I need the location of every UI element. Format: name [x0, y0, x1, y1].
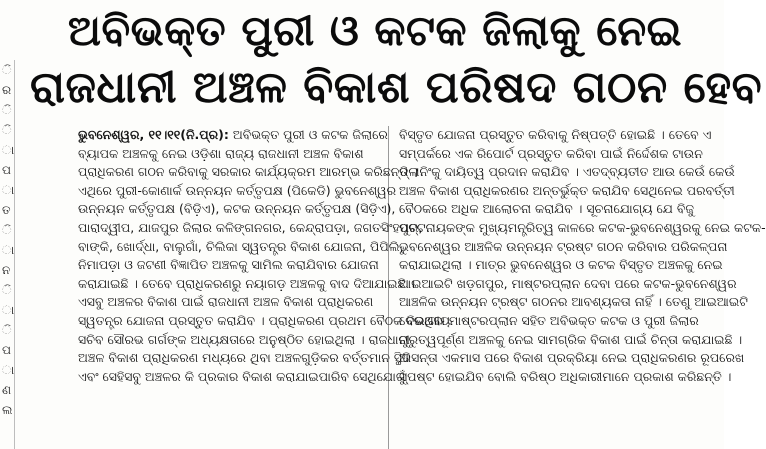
edge-fragment-line: ି — [2, 223, 12, 237]
article-line: ଗୁରୁତ୍ୱପୂର୍ଣ୍ଣ ଅଞ୍ଚଳକୁ ନେଇ ସାମଗ୍ରିକ ବିକାଶ ପାଇଁ ଚିନ୍ତା କରାଯାଇଛି । — [399, 331, 743, 347]
article-line: ପଟ୍ଟନାୟକଙ୍କ ମୁଖ୍ୟମନ୍ତ୍ରିତ୍ୱ କାଳରେ କଟକ-ଭୁବନେଶ୍ୱରକୁ ନେଇ କଟକ- — [399, 219, 766, 235]
edge-fragment-line: ା — [2, 363, 15, 377]
adjacent-column-fragment — [0, 60, 15, 449]
article-line: କରାଯାଇଛି । ତେବେ ପ୍ରାଧିକରଣରୁ ନୟାଗଡ଼ ଅଞ୍ଚଳକୁ ବାଦ ଦିଆଯାଇଛି । — [78, 275, 416, 291]
edge-fragment-line: ି — [2, 123, 12, 137]
edge-fragment-line: ନ — [2, 263, 11, 277]
edge-fragment-line: ା — [2, 243, 15, 257]
edge-fragment-line: ପ — [2, 163, 11, 177]
article-line: ବିସ୍ତୃତ ଯୋଜନା ପ୍ରସ୍ତୁତ କରିବାକୁ ନିଷ୍ପତ୍ତି ହୋଇଛି । ତେବେ ଏ — [399, 127, 712, 142]
edge-fragment-line: ି — [2, 63, 12, 77]
article-line: ସ୍ୱତନ୍ତ୍ର ଯୋଜନା ପ୍ରସ୍ତୁତ କରାଯିବ । ପ୍ରାଧିକରଣ ପ୍ରଥମ ବୈଠକ ବିଭାଗୀୟ — [78, 312, 451, 328]
edge-fragment-line: ପ — [2, 343, 11, 357]
edge-fragment-line: ଣ — [2, 383, 12, 397]
article-line: ଦେଇଥିବା ମାଷ୍ଟରପ୍ଲାନ ସହିତ ଅବିଭକ୍ତ କଟକ ଓ ପୁରୀ ଜିଲାର — [399, 312, 699, 328]
article-line: ପ୍ରାଧିକରଣ ଗଠନ କରିବାକୁ ସରକାର କାର୍ଯ୍ୟକ୍ରମ ଆରମ୍ଭ କରିଛନ୍ତି । — [78, 164, 418, 180]
article-line: କରାଯାଇଥିଲା । ମାତ୍ର ଭୁବନେଶ୍ୱର ଓ କଟକ ବିସ୍ତୃତ ଅଞ୍ଚଳକୁ ନେଇ — [399, 257, 723, 273]
article-line: ଆଞ୍ଚଳିକ ଉନ୍ନୟନ ଟ୍ରଷ୍ଟ ଗଠନର ଆବଶ୍ୟକତା ନାହିଁ । ତେଣୁ ଆଇଆଇଟି — [399, 294, 748, 310]
article-text: ଅବିଭକ୍ତ ପୁରୀ ଓ କଟକ ଜିଲାରେ — [232, 127, 388, 142]
article-line: ବାଙ୍କି, ଖୋର୍ଦ୍ଧା, ବାଲୁଗାଁ, ଚିଲିକା ସ୍ୱତନ୍ତ୍ର ବିକାଶ ଯୋଜନା, ପିପିଲି, — [78, 238, 404, 254]
article-line: ବ୍ୟାପକ ଅଞ୍ଚଳକୁ ନେଇ ଓଡ଼ିଶା ରାଜ୍ୟ ରାଜଧାନୀ ଅଞ୍ଚଳ ବିକାଶ — [78, 145, 364, 161]
article-line: ବୈଠକରେ ଅଧିକ ଆଲୋଚନା କରାଯିବ । ସୂଚନାଯୋଗ୍ୟ ଯେ ବିଜୁ — [399, 201, 695, 217]
edge-fragment-line: ି — [2, 103, 12, 117]
edge-fragment-line: ି — [2, 283, 12, 297]
article-line: ଆଇଆଇଟି ଖଡ଼ଗପୁର, ମାଷ୍ଟରପ୍ଲାନ ଦେବା ପରେ କଟକ-ଭୁବନେଶ୍ୱର — [399, 275, 737, 291]
article-line: ଉନ୍ନୟନ କର୍ତ୍ତୃପକ୍ଷ (ବିଡ଼ିଏ), କଟକ ଉନ୍ନୟନ କର୍ତ୍ତୃପକ୍ଷ (ସିଡ଼ିଏ), — [78, 201, 396, 217]
edge-fragment-line: ର — [2, 83, 12, 97]
article-line: ଅଞ୍ଚଳ ବିକାଶ ପ୍ରାଧିକରଣର ଅନ୍ତର୍ଭୁକ୍ତ କରାଯିବ ସେଥିନେଇ ପରବର୍ତ୍ତୀ — [399, 182, 735, 198]
article-line: ପାରାଦ୍ୱୀପ, ଯାଜପୁର ଜିଲାର କଳିଙ୍ଗନଗର, କେନ୍ଦ୍ରାପଡ଼ା, ଜଗତସିଂହପୁର, — [78, 219, 423, 235]
article-column-2 — [389, 126, 766, 449]
article-column-1 — [78, 126, 451, 449]
edge-fragment-line: ତ — [2, 203, 11, 217]
edge-fragment-line: ା — [2, 183, 15, 197]
edge-fragment-line: ା — [2, 143, 15, 157]
headline-line-1: ଅବିଭକ୍ତ ପୁରୀ ଓ କଟକ ଜିଲାକୁ ନେଇ — [67, 6, 683, 55]
edge-fragment-line: ି — [2, 323, 12, 337]
article-line: ପ୍ଲାନିଂକୁ ଦାୟିତ୍ୱ ପ୍ରଦାନ କରାଯିବ । ଏତଦ୍‌ବ୍ୟତୀତ ଆଉ କେଉଁ କେଉଁ — [399, 164, 735, 180]
article-line: ଏଥିରେ ପୁରୀ-କୋଣାର୍କ ଉନ୍ନୟନ କର୍ତ୍ତୃପକ୍ଷ (ପିକେଡି) ଭୁବନେଶ୍ୱର — [78, 182, 397, 198]
article-line: ସ୍ପଷ୍ଟ ହୋଇଯିବ ବୋଲି ବରିଷ୍ଠ ଅଧିକାରୀମାନେ ପ୍ରକାଶ କରିଛନ୍ତି । — [399, 368, 732, 384]
headline-line-2: ରାଜଧାନୀ ଅଞ୍ଚଳ ବିକାଶ ପରିଷଦ ଗଠନ ହେବ — [30, 62, 763, 113]
article-line: ଭୁବନେଶ୍ୱର ଆଞ୍ଚଳିକ ଉନ୍ନୟନ ଟ୍ରଷ୍ଟ ଗଠନ କରିବାର ପରିକଳ୍ପନା — [399, 238, 728, 254]
article-line: ଏବଂ ସେହିସବୁ ଅଞ୍ଚଳର କି ପ୍ରକାର ବିକାଶ କରାଯାଇପାରିବ ସେଥିଯୋଗୁଁ — [78, 368, 406, 384]
article-first-line — [78, 126, 388, 145]
article-line: ସଚିବ ସୌରଭ ଗର୍ଗଙ୍କ ଅଧ୍ୟକ୍ଷତାରେ ଅନୁଷ୍ଠିତ ହୋଇଥିଲା । ରାଜଧାନୀ — [78, 331, 410, 347]
article-line: ଏସବୁ ଅଞ୍ଚଳର ବିକାଶ ପାଇଁ ରାଜଧାନୀ ଅଞ୍ଚଳ ବିକାଶ ପ୍ରାଧିକରଣ — [78, 294, 374, 310]
edge-fragment-line: ା — [2, 303, 15, 317]
article-line: ନିମାପଡ଼ା ଓ ଜଟଣୀ ବିଜ୍ଞାପିତ ଅଞ୍ଚଳକୁ ସାମିଲ କରାଯିବାର ଯୋଜନା — [78, 257, 379, 273]
article-line: ଅଞ୍ଚଳ ବିକାଶ ପ୍ରାଧିକରଣ ମଧ୍ୟରେ ଥିବା ଅଞ୍ଚଳଗୁଡ଼ିକର ବର୍ତ୍ତମାନ ସ୍ଥିତି — [78, 350, 411, 366]
article-body — [78, 126, 766, 449]
article-line: ଆସନ୍ତା ଏକମାସ ପରେ ବିକାଶ ପ୍ରକ୍ରିୟା ନେଇ ପ୍ରାଧିକରଣର ରୂପରେଖ — [399, 350, 745, 366]
edge-fragment-line: ଲ — [2, 403, 13, 417]
article-line: ସମ୍ପର୍କରେ ଏକ ରିପୋର୍ଟ ପ୍ରସ୍ତୁତ କରିବା ପାଇଁ ନିର୍ଦ୍ଦେଶକ ଟାଉନ — [399, 145, 703, 161]
dateline: ଭୁବନେଶ୍ୱର, ୧୧।୧୧(ନି.ପ୍ର): — [78, 127, 229, 142]
